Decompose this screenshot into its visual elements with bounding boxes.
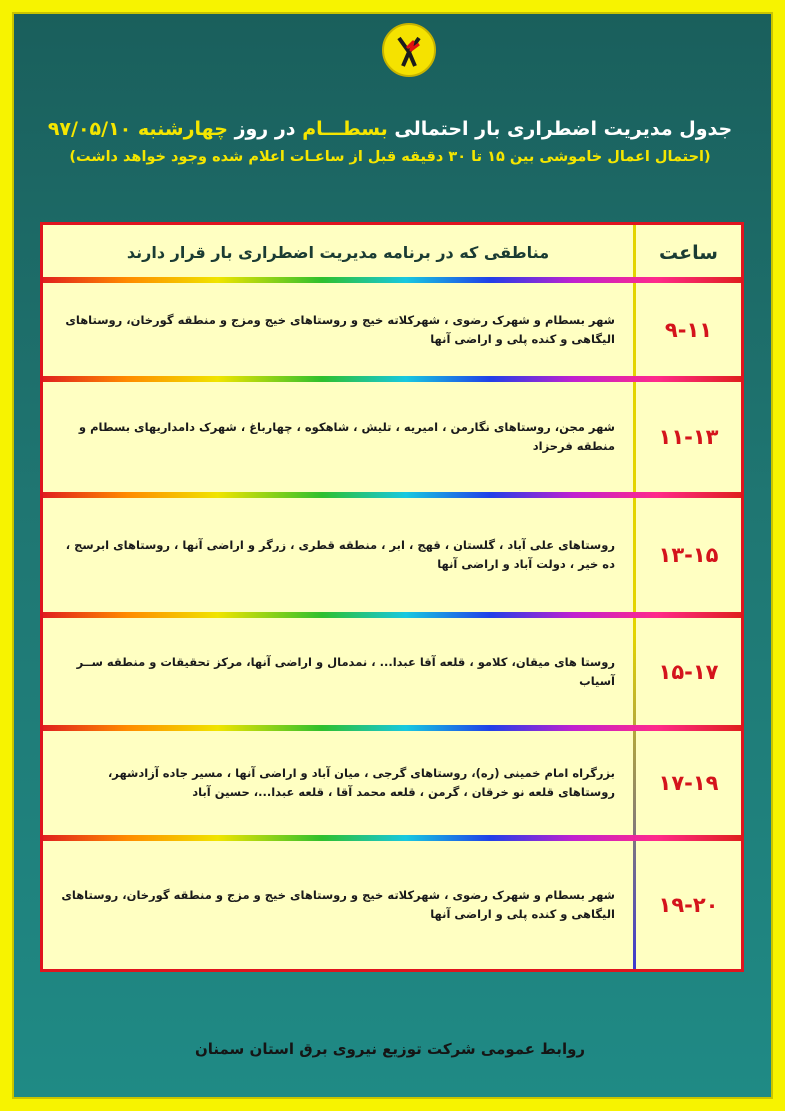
title-middle: در روز (234, 118, 296, 140)
row-time: ۱۹-۲۰ (658, 893, 719, 917)
row-areas (43, 382, 621, 492)
row-areas (43, 618, 621, 725)
title-prefix: جدول مدیریت اضطراری بار احتمالی (394, 118, 733, 140)
footer-credit: روابط عمومی شرکت توزیع نیروی برق استان سمنان (194, 1040, 586, 1058)
page-subtitle: (احتمال اعمال خاموشی بین ۱۵ تا ۳۰ دقیقه قبل از ساعـات اعلام شده وجود خواهد داشت) (69, 149, 711, 165)
row-areas-text: روستا های میقان، کلامو ، قلعه آقا عبدا... ، نمدمال و اراضی آنها، مرکز تحقیقات و منطقه ســر آسیاب (76, 654, 615, 688)
title-date: چهارشنبه ۹۷/۰۵/۱۰ (47, 118, 228, 140)
table-row (43, 731, 741, 835)
row-areas-text: شهر مجن، روستاهای نگارمن ، امیریه ، تلیش ، شاهکوه ، چهارباغ ، شهرک دامداریهای بسطام و منطقه فرحزاد (78, 420, 615, 453)
header-areas: مناطقی که در برنامه مدیریت اضطراری بار قرار دارند (126, 243, 550, 262)
row-areas-text: شهر بسطام و شهرک رضوی ، شهرکلاته خیج و روستاهای خیج و مزج و منطقه گورخان، روستاهای الیگاهی و کنده پلی و اراضی آنها (61, 888, 615, 921)
page-title (40, 116, 740, 142)
row-time: ۱۳-۱۵ (658, 543, 719, 567)
row-time: ۱۷-۱۹ (658, 771, 719, 795)
row-areas-text: بزرگراه امام خمینی (ره)، روستاهای گرجی ، میان آباد و اراضی آنها ، مسیر جاده آزادشهر، روستاهای قلعه نو خرقان ، گرمن ، قلعه محمد آقا ، قلعه عبدا...، حسین آباد (107, 766, 615, 799)
title-city: بسطـــام (302, 118, 388, 140)
row-areas-text: شهر بسطام و شهرک رضوی ، شهرکلاته خیج و روستاهای خیج ومزج و منطقه گورخان، روستاهای الیگاهی و کنده پلی و اراضی آنها (65, 312, 615, 346)
row-areas-text: روستاهای علی آباد ، گلستان ، قهج ، ابر ، منطقه قطری ، زرگر و اراضی آنها ، روستاهای ابرسج ، ده خیر ، دولت آباد و اراضی آنها (65, 538, 615, 571)
row-areas (43, 731, 621, 835)
row-time: ۱۵-۱۷ (658, 659, 719, 684)
table-row (43, 283, 741, 376)
row-areas (43, 841, 621, 969)
row-time: ۱۱-۱۳ (658, 425, 719, 449)
header-time: ساعت (659, 241, 718, 264)
table-row (43, 498, 741, 612)
table-row (43, 618, 741, 725)
row-areas (43, 283, 621, 376)
table-row (43, 841, 741, 969)
outage-schedule-table (40, 222, 744, 972)
row-areas (43, 498, 621, 612)
row-time: ۹-۱۱ (664, 317, 713, 342)
power-company-logo (381, 22, 437, 78)
table-row (43, 382, 741, 492)
